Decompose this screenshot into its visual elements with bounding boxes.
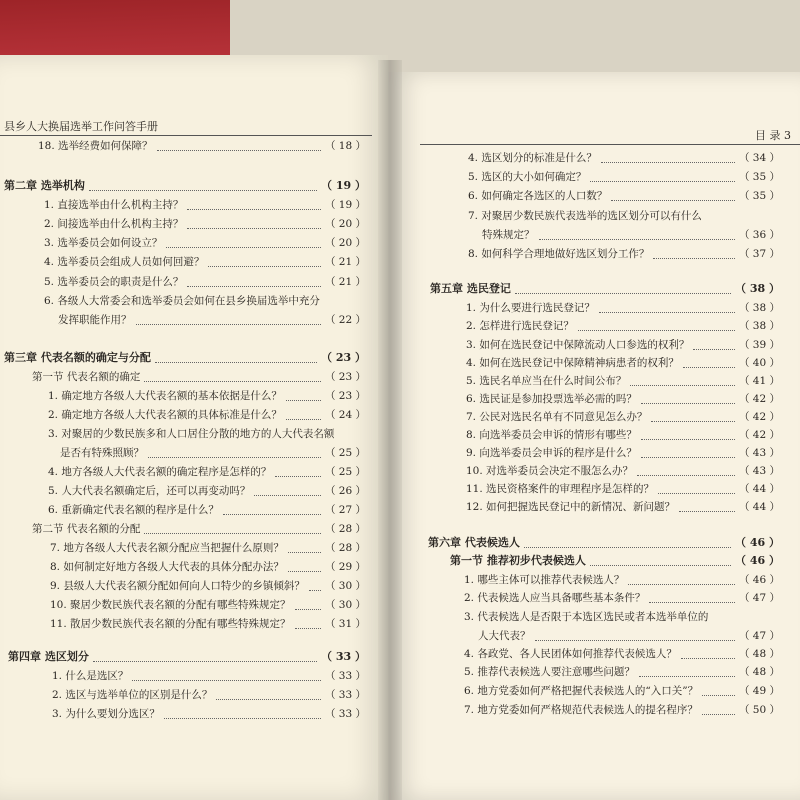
toc-entry-title: 第二章 选举机构	[4, 179, 85, 192]
toc-entry-title: 特殊规定？	[482, 229, 535, 241]
toc-entry-title: 3. 代表候选人是否限于本选区选民或者本选举单位的	[464, 611, 709, 623]
dot-leader	[590, 565, 731, 566]
toc-entry-title: 6. 各级人大常委会和选举委员会如何在县乡换届选举中充分	[44, 295, 320, 307]
toc-page-number: （ 46 ）	[738, 574, 780, 586]
toc-page-number: （ 47 ）	[738, 592, 780, 604]
toc-page-number: （ 33 ）	[324, 670, 366, 682]
toc-entry-title: 第三章 代表名额的确定与分配	[4, 351, 151, 364]
toc-entry	[466, 392, 780, 406]
toc-entry	[44, 236, 366, 250]
toc-entry	[468, 170, 780, 184]
toc-entry	[52, 688, 366, 702]
dot-leader	[223, 514, 321, 515]
toc-page-number: （ 42 ）	[738, 411, 780, 423]
toc-page-number: （ 40 ）	[738, 357, 780, 369]
toc-page-number: （ 48 ）	[738, 666, 780, 678]
toc-page-number: （ 36 ）	[738, 229, 780, 241]
toc-page-number: （ 33 ）	[324, 708, 366, 720]
toc-entry	[44, 294, 366, 308]
toc-page-number: （ 23 ）	[321, 351, 366, 364]
dot-leader	[136, 324, 321, 325]
toc-entry	[50, 541, 366, 555]
dot-leader	[164, 718, 321, 719]
toc-entry-title: 5. 人大代表名额确定后，还可以再变动吗？	[48, 485, 251, 497]
toc-entry	[32, 370, 366, 384]
toc-page-number: （ 50 ）	[738, 704, 780, 716]
toc-entry-title: 1. 什么是选区？	[52, 670, 129, 682]
toc-entry-title: 第二节 代表名额的分配	[32, 523, 141, 535]
toc-entry	[52, 707, 366, 721]
toc-entry-title: 第五章 选民登记	[430, 282, 511, 295]
left-header-rule	[0, 135, 372, 136]
toc-entry-title: 12. 如何把握选民登记中的新情况、新问题？	[466, 501, 676, 513]
toc-entry	[464, 647, 780, 661]
toc-entry-title: 人大代表？	[478, 630, 531, 642]
toc-entry	[466, 338, 780, 352]
toc-entry	[466, 301, 780, 315]
toc-entry	[4, 179, 366, 193]
toc-page-number: （ 37 ）	[738, 248, 780, 260]
toc-page-number: （ 39 ）	[738, 339, 780, 351]
toc-entry-title: 9. 县级人大代表名额分配如何向人口特少的乡镇倾斜？	[50, 580, 305, 592]
dot-leader	[216, 699, 321, 700]
toc-entry-title: 1. 为什么要进行选民登记？	[466, 302, 595, 314]
toc-entry-title: 第一节 推荐初步代表候选人	[450, 554, 586, 567]
toc-entry-title: 2. 怎样进行选民登记？	[466, 320, 574, 332]
toc-entry-title: 5. 选区的大小如何确定？	[468, 171, 587, 183]
toc-entry-title: 8. 如何科学合理地做好选区划分工作？	[468, 248, 650, 260]
toc-entry-title: 7. 地方各级人大代表名额分配应当把握什么原则？	[50, 542, 284, 554]
toc-entry	[48, 484, 366, 498]
toc-entry-title: 是否有特殊照顾？	[60, 447, 144, 459]
toc-page-number: （ 38 ）	[738, 302, 780, 314]
toc-entry-title: 2. 选区与选举单位的区别是什么？	[52, 689, 213, 701]
toc-page-number: （ 25 ）	[324, 447, 366, 459]
toc-entry-title: 2. 代表候选人应当具备哪些基本条件？	[464, 592, 646, 604]
toc-page-number: （ 27 ）	[324, 504, 366, 516]
toc-page-number: （ 42 ）	[738, 429, 780, 441]
toc-entry	[450, 554, 780, 568]
toc-page-number: （ 35 ）	[738, 171, 780, 183]
right-header-rule	[420, 144, 800, 145]
toc-entry	[52, 669, 366, 683]
toc-page-number: （ 19 ）	[324, 199, 366, 211]
toc-entry-title: 第一节 代表名额的确定	[32, 371, 141, 383]
toc-entry-title: 2. 间接选举由什么机构主持？	[44, 218, 184, 230]
dot-leader	[611, 200, 735, 201]
toc-entry-title: 6. 如何确定各选区的人口数？	[468, 190, 608, 202]
toc-entry-title: 3. 选举委员会如何设立？	[44, 237, 163, 249]
toc-entry-title: 6. 地方党委如何严格把握代表候选人的“入口关”？	[464, 685, 699, 697]
toc-entry-title: 5. 选民名单应当在什么时间公布？	[466, 375, 627, 387]
toc-page-number: （ 42 ）	[738, 393, 780, 405]
toc-page-number: （ 46 ）	[735, 536, 780, 549]
dot-leader	[653, 258, 735, 259]
toc-page-number: （ 34 ）	[738, 152, 780, 164]
dot-leader	[254, 495, 321, 496]
toc-entry	[428, 536, 780, 550]
toc-page-number: （ 44 ）	[738, 501, 780, 513]
toc-page-number: （ 20 ）	[324, 237, 366, 249]
toc-entry	[464, 610, 780, 624]
toc-page-number: （ 33 ）	[324, 689, 366, 701]
dot-leader	[681, 658, 735, 659]
dot-leader	[693, 349, 735, 350]
toc-entry	[466, 319, 780, 333]
dot-leader	[187, 228, 321, 229]
dot-leader	[641, 439, 735, 440]
toc-entry-title: 11. 散居少数民族代表名额的分配有哪些特殊规定？	[50, 618, 291, 630]
toc-entry-title: 11. 选民资格案件的审理程序是怎样的？	[466, 483, 655, 495]
dot-leader	[515, 293, 731, 294]
dot-leader	[93, 661, 317, 662]
toc-entry	[44, 217, 366, 231]
dot-leader	[288, 571, 321, 572]
toc-entry	[430, 282, 780, 296]
dot-leader	[157, 150, 321, 151]
dot-leader	[187, 286, 321, 287]
toc-entry	[466, 500, 780, 514]
toc-entry-title: 3. 对聚居的少数民族多和人口居住分散的地方的人大代表名额	[48, 428, 335, 440]
toc-page-number: （ 18 ）	[324, 140, 366, 152]
book-spine-shadow	[378, 60, 402, 800]
toc-page-number: （ 30 ）	[324, 580, 366, 592]
toc-entry-title: 4. 选区划分的标准是什么？	[468, 152, 597, 164]
toc-entry	[466, 464, 780, 478]
toc-page-number: （ 21 ）	[324, 276, 366, 288]
toc-page-number: （ 47 ）	[738, 630, 780, 642]
toc-entry-title: 3. 为什么要划分选区？	[52, 708, 160, 720]
toc-page-number: （ 24 ）	[324, 409, 366, 421]
dot-leader	[535, 640, 735, 641]
dot-leader	[658, 493, 735, 494]
toc-entry	[48, 465, 366, 479]
dot-leader	[144, 533, 321, 534]
toc-entry	[50, 617, 366, 631]
toc-page-number: （ 31 ）	[324, 618, 366, 630]
toc-entry	[464, 703, 780, 717]
dot-leader	[132, 680, 321, 681]
toc-entry	[50, 579, 366, 593]
toc-page-number: （ 38 ）	[735, 282, 780, 295]
dot-leader	[309, 590, 321, 591]
toc-entry-title: 5. 推荐代表候选人要注意哪些问题？	[464, 666, 635, 678]
toc-page-number: （ 33 ）	[321, 650, 366, 663]
toc-entry-title: 4. 选举委员会组成人员如何回避？	[44, 256, 205, 268]
toc-entry	[4, 351, 366, 365]
toc-entry-title: 3. 如何在选民登记中保障流动人口参选的权利？	[466, 339, 690, 351]
dot-leader	[651, 421, 735, 422]
toc-entry-title: 10. 聚居少数民族代表名额的分配有哪些特殊规定？	[50, 599, 291, 611]
toc-entry	[48, 503, 366, 517]
dot-leader	[539, 239, 735, 240]
toc-entry	[44, 255, 366, 269]
toc-entry	[464, 591, 780, 605]
dot-leader	[628, 584, 735, 585]
dot-leader	[578, 330, 735, 331]
toc-entry	[50, 598, 366, 612]
toc-entry	[464, 665, 780, 679]
toc-entry	[58, 313, 366, 327]
toc-entry	[48, 408, 366, 422]
right-running-header: 目 录 3	[755, 129, 791, 142]
toc-page-number: （ 48 ）	[738, 648, 780, 660]
dot-leader	[590, 181, 735, 182]
dot-leader	[601, 162, 735, 163]
toc-page-number: （ 23 ）	[324, 371, 366, 383]
dot-leader	[649, 602, 735, 603]
toc-entry	[60, 446, 366, 460]
toc-entry-title: 1. 直接选举由什么机构主持？	[44, 199, 184, 211]
toc-entry	[466, 374, 780, 388]
toc-entry-title: 8. 如何制定好地方各级人大代表的具体分配办法？	[50, 561, 284, 573]
toc-entry	[32, 522, 366, 536]
toc-entry-title: 7. 地方党委如何严格规范代表候选人的提名程序？	[464, 704, 698, 716]
dot-leader	[599, 312, 735, 313]
toc-entry-title: 4. 地方各级人大代表名额的确定程序是怎样的？	[48, 466, 272, 478]
toc-entry-title: 10. 对选举委员会决定不服怎么办？	[466, 465, 634, 477]
toc-page-number: （ 26 ）	[324, 485, 366, 497]
dot-leader	[208, 266, 321, 267]
toc-page-number: （ 20 ）	[324, 218, 366, 230]
toc-entry	[466, 428, 780, 442]
toc-entry	[48, 427, 366, 441]
dot-leader	[637, 475, 735, 476]
dot-leader	[630, 385, 735, 386]
toc-entry-title: 2. 确定地方各级人大代表名额的具体标准是什么？	[48, 409, 282, 421]
toc-entry-title: 1. 哪些主体可以推荐代表候选人？	[464, 574, 625, 586]
toc-entry-title: 4. 如何在选民登记中保障精神病患者的权利？	[466, 357, 679, 369]
toc-entry	[478, 629, 780, 643]
dot-leader	[275, 476, 321, 477]
toc-page-number: （ 25 ）	[324, 466, 366, 478]
toc-entry	[468, 189, 780, 203]
toc-entry-title: 6. 重新确定代表名额的程序是什么？	[48, 504, 219, 516]
dot-leader	[679, 511, 735, 512]
toc-entry-title: 8. 向选举委员会申诉的情形有哪些？	[466, 429, 637, 441]
toc-page-number: （ 35 ）	[738, 190, 780, 202]
toc-entry	[44, 275, 366, 289]
dot-leader	[639, 676, 735, 677]
toc-entry	[466, 410, 780, 424]
toc-page-number: （ 23 ）	[324, 390, 366, 402]
toc-entry-title: 1. 确定地方各级人大代表名额的基本依据是什么？	[48, 390, 282, 402]
dot-leader	[524, 547, 731, 548]
dot-leader	[286, 419, 321, 420]
dot-leader	[702, 695, 735, 696]
toc-page-number: （ 46 ）	[735, 554, 780, 567]
toc-entry	[482, 228, 780, 242]
toc-page-number: （ 28 ）	[324, 542, 366, 554]
toc-entry	[468, 151, 780, 165]
toc-entry-title: 7. 对聚居少数民族代表选举的选区划分可以有什么	[468, 210, 702, 222]
toc-entry	[466, 356, 780, 370]
dot-leader	[148, 457, 321, 458]
toc-entry	[466, 446, 780, 460]
toc-page-number: （ 28 ）	[324, 523, 366, 535]
toc-entry	[466, 482, 780, 496]
dot-leader	[641, 403, 735, 404]
toc-entry	[464, 573, 780, 587]
toc-entry	[48, 389, 366, 403]
toc-entry	[468, 209, 780, 223]
toc-page-number: （ 22 ）	[324, 314, 366, 326]
toc-entry-title: 6. 选民证是参加投票选举必需的吗？	[466, 393, 637, 405]
toc-entry-title: 4. 各政党、各人民团体如何推荐代表候选人？	[464, 648, 677, 660]
toc-entry-title: 7. 公民对选民名单有不同意见怎么办？	[466, 411, 648, 423]
toc-entry	[464, 684, 780, 698]
dot-leader	[155, 362, 317, 363]
dot-leader	[166, 247, 321, 248]
dot-leader	[89, 190, 317, 191]
toc-entry-title: 18. 选举经费如何保障？	[38, 140, 153, 152]
dot-leader	[144, 381, 321, 382]
toc-page-number: （ 49 ）	[738, 685, 780, 697]
toc-page-number: （ 43 ）	[738, 465, 780, 477]
toc-entry-title: 5. 选举委员会的职责是什么？	[44, 276, 184, 288]
toc-page-number: （ 30 ）	[324, 599, 366, 611]
toc-entry	[468, 247, 780, 261]
toc-page-number: （ 29 ）	[324, 561, 366, 573]
dot-leader	[295, 609, 321, 610]
dot-leader	[641, 457, 735, 458]
toc-page-number: （ 19 ）	[321, 179, 366, 192]
toc-entry-title: 9. 向选举委员会申诉的程序是什么？	[466, 447, 637, 459]
toc-entry-title: 第六章 代表候选人	[428, 536, 520, 549]
dot-leader	[187, 209, 321, 210]
toc-entry-title: 发挥职能作用？	[58, 314, 132, 326]
dot-leader	[683, 367, 735, 368]
toc-entry	[50, 560, 366, 574]
toc-page-number: （ 21 ）	[324, 256, 366, 268]
dot-leader	[286, 400, 321, 401]
dot-leader	[702, 714, 735, 715]
toc-page-number: （ 43 ）	[738, 447, 780, 459]
toc-entry-title: 第四章 选区划分	[8, 650, 89, 663]
dot-leader	[288, 552, 321, 553]
toc-page-number: （ 44 ）	[738, 483, 780, 495]
dot-leader	[295, 628, 321, 629]
toc-page-number: （ 41 ）	[738, 375, 780, 387]
toc-page-number: （ 38 ）	[738, 320, 780, 332]
toc-entry	[8, 650, 366, 664]
toc-entry	[44, 198, 366, 212]
left-running-header: 县乡人大换届选举工作问答手册	[4, 120, 158, 133]
toc-entry	[38, 139, 366, 153]
